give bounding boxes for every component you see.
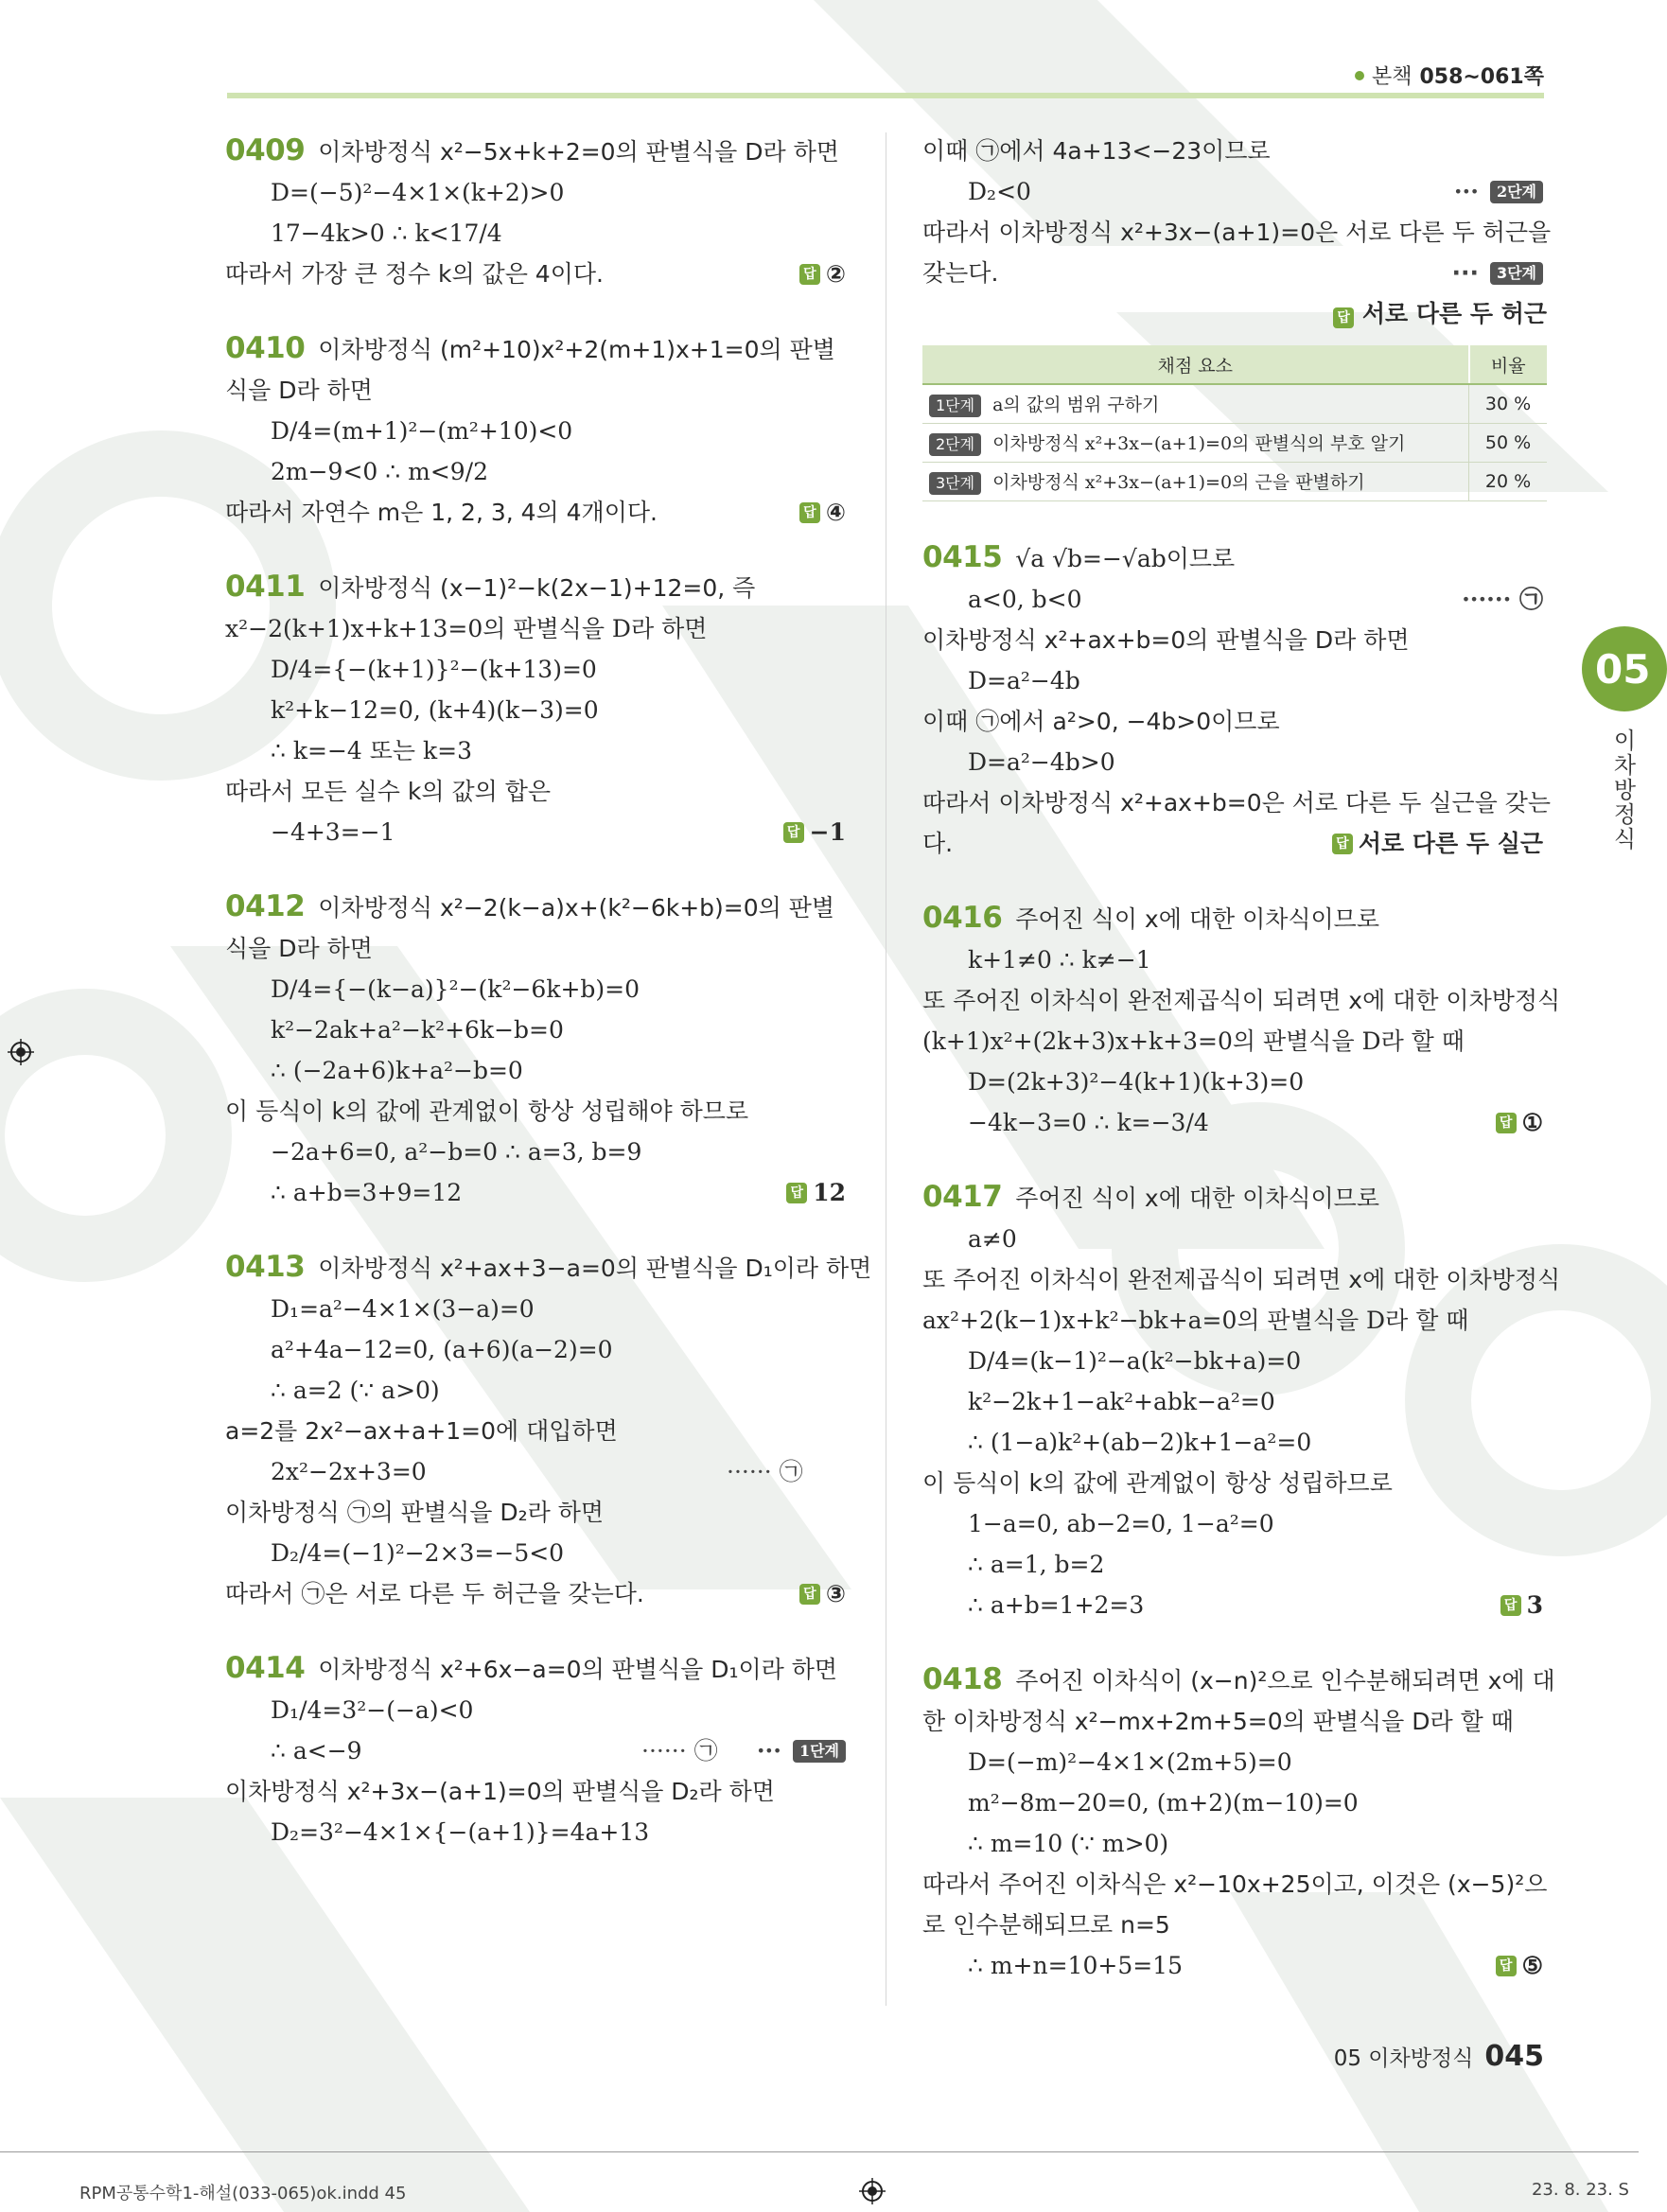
answer-mark-icon: 답 [1333,307,1354,328]
text-line: 식을 D라 하면 [225,377,373,404]
text-line: 갖는다. [922,259,999,287]
source-label: 본책 [1371,65,1413,89]
problem-0413 [225,1247,872,1614]
math-line: D₁/4=3²−(−a)<0 [271,1696,474,1724]
math-line: a²+4a−12=0, (a+6)(a−2)=0 [271,1336,613,1363]
answer-mark-icon: 답 [783,822,804,843]
text-line: 이차방정식 (x−1)²−k(2x−1)+12=0, 즉 [318,574,756,602]
trim-line [0,2151,1639,2152]
text-line: 이차방정식 x²+ax+b=0의 판별식을 D라 하면 [922,626,1410,654]
ratio-value: 20 % [1469,463,1548,501]
text-line: 주어진 식이 x에 대한 이차식이므로 [1015,905,1379,933]
ratio-value: 30 % [1469,384,1548,424]
math-line: 2m−9<0 ∴ m<9/2 [271,458,489,485]
scoring-table [922,345,1547,501]
problem-number: 0411 [225,570,306,604]
text-line: 이차방정식 x²+3x−(a+1)=0의 판별식을 D₂라 하면 [225,1778,775,1805]
text-line: (k+1)x²+(2k+3)x+k+3=0의 판별식을 D라 할 때 [922,1027,1465,1055]
problem-0411 [225,567,850,852]
math-line: ∴ m+n=10+5=15 [968,1952,1183,1979]
math-line: D=(−5)²−4×1×(k+2)>0 [271,179,565,206]
registration-mark-icon [8,1039,34,1065]
answer [1500,1585,1543,1625]
text-line: 따라서 ㉠은 서로 다른 두 허근을 갖는다. [225,1580,644,1607]
math-line: ∴ k=−4 또는 k=3 [271,737,472,764]
problem-0414 [225,1648,850,1852]
text-line: 이차방정식 x²+ax+3−a=0의 판별식을 D₁이라 하면 [318,1255,872,1282]
math-line: 2x²−2x+3=0 [271,1458,427,1485]
text-line: 한 이차방정식 x²−mx+2m+5=0의 판별식을 D라 할 때 [922,1708,1514,1735]
answer-value: ② [825,260,846,288]
page-number: 045 [1484,2040,1544,2073]
bullet-dot-icon [1355,71,1364,80]
text-line: 이차방정식 ㉠의 판별식을 D₂라 하면 [225,1499,605,1526]
print-file-info: RPM공통수학1-해설(033-065)ok.indd 45 [79,2184,407,2203]
chapter-tab-label: 이차방정식 [1609,729,1636,851]
math-line: D=a²−4b>0 [968,748,1115,776]
math-line: a≠0 [968,1225,1017,1253]
text-line: 다. [922,830,954,857]
answer-mark-icon: 답 [1496,1956,1517,1976]
text-line: 이차방정식 x²+6x−a=0의 판별식을 D₁이라 하면 [318,1656,838,1683]
problem-number: 0412 [225,889,306,923]
problem-0416 [922,898,1561,1143]
math-line: ∴ (1−a)k²+(ab−2)k+1−a²=0 [968,1429,1312,1456]
step-badge: 3단계 [929,472,981,495]
answer-value: 서로 다른 두 실근 [1358,830,1543,857]
problem-number: 0416 [922,901,1003,935]
math-line: D=(−m)²−4×1×(2m+5)=0 [968,1748,1292,1776]
problem-number: 0415 [922,540,1003,574]
problem-0414-continued [922,131,1552,334]
criteria-text: 이차방정식 x²+3x−(a+1)=0의 근을 판별하기 [992,472,1365,493]
text-line: 이차방정식 x²−2(k−a)x+(k²−6k+b)=0의 판별 [318,894,835,922]
answer-value: 12 [813,1179,846,1206]
problem-number: 0414 [225,1651,306,1685]
text-line: 로 인수분해되므로 n=5 [922,1911,1170,1939]
math-line: 17−4k>0 ∴ k<17/4 [271,219,502,247]
math-line: −2a+6=0, a²−b=0 ∴ a=3, b=9 [271,1138,642,1166]
problem-0409 [225,131,850,294]
math-line: √a √b=−√ab이므로 [1015,545,1236,572]
math-line: ∴ m=10 (∵ m>0) [968,1830,1169,1857]
text-line: 이 등식이 k의 값에 관계없이 항상 성립하므로 [922,1469,1393,1497]
answer-value: ④ [825,499,846,526]
text-line: 이때 ㉠에서 4a+13<−23이므로 [922,137,1271,165]
text-line: ax²+2(k−1)x+k²−bk+a=0의 판별식을 D라 할 때 [922,1307,1469,1334]
math-line: k+1≠0 ∴ k≠−1 [968,946,1151,974]
math-line: −4+3=−1 [271,818,395,846]
problem-0410 [225,328,850,533]
text-line: 따라서 이차방정식 x²+3x−(a+1)=0은 서로 다른 두 허근을 [922,219,1552,246]
text-line: 따라서 주어진 이차식은 x²−10x+25이고, 이것은 (x−5)²으 [922,1870,1548,1898]
answer [1332,823,1543,864]
text-line: 식을 D라 하면 [225,935,373,962]
reference-mark: ······ ㉠ [727,1458,803,1485]
problem-0418 [922,1659,1555,1986]
math-line: k²−2ak+a²−k²+6k−b=0 [271,1016,564,1044]
answer [799,1573,846,1614]
step-marker: ··· 2단계 [1454,171,1543,212]
text-line: 따라서 이차방정식 x²+ax+b=0은 서로 다른 두 실근을 갖는 [922,789,1552,816]
math-line: ∴ a+b=1+2=3 [968,1591,1145,1619]
problem-0412 [225,887,850,1213]
text-line: a=2를 2x²−ax+a+1=0에 대입하면 [225,1417,618,1445]
math-line: k²−2k+1−ak²+abk−a²=0 [968,1388,1275,1415]
text-line: 또 주어진 이차식이 완전제곱식이 되려면 x에 대한 이차방정식 [922,1266,1561,1293]
math-line: a<0, b<0 [968,586,1082,613]
table-header-ratio: 비율 [1469,345,1548,384]
math-line: D₂<0 [968,178,1031,205]
answer-mark-icon: 답 [799,1584,820,1605]
step-badge: 3단계 [1490,262,1543,285]
answer [799,254,846,294]
answer-mark-icon: 답 [786,1183,807,1203]
footer-chapter: 05 이차방정식 [1333,2046,1474,2071]
problem-number: 0417 [922,1180,1003,1214]
math-line: D/4={−(k−a)}²−(k²−6k+b)=0 [271,975,640,1003]
text-line: 이때 ㉠에서 a²>0, −4b>0이므로 [922,708,1280,735]
problem-0417 [922,1177,1561,1625]
problem-number: 0413 [225,1250,306,1284]
problem-number: 0418 [922,1662,1003,1696]
page-footer [1334,2040,1544,2073]
math-line: ∴ (−2a+6)k+a²−b=0 [271,1057,523,1084]
math-line: ∴ a=1, b=2 [968,1551,1105,1578]
step-badge: 2단계 [1490,181,1543,203]
answer-value: −1 [809,818,846,846]
math-line: k²+k−12=0, (k+4)(k−3)=0 [271,696,599,724]
step-badge: 1단계 [929,395,981,417]
answer-mark-icon: 답 [1332,834,1353,854]
left-column [225,131,872,1887]
math-line: D₁=a²−4×1×(3−a)=0 [271,1295,535,1323]
right-column [922,131,1561,2020]
answer-value: ⑤ [1521,1952,1543,1979]
text-line: 따라서 모든 실수 k의 값의 합은 [225,778,552,805]
final-answer [922,293,1547,334]
math-line: D=(2k+3)²−4(k+1)(k+3)=0 [968,1068,1305,1096]
answer-mark-icon: 답 [799,264,820,285]
math-line: ∴ a=2 (∵ a>0) [271,1377,440,1404]
source-reference [1355,61,1544,90]
answer [786,1172,846,1213]
math-line: ∴ a+b=3+9=12 [271,1179,463,1206]
text-line: 또 주어진 이차식이 완전제곱식이 되려면 x에 대한 이차방정식 [922,987,1561,1014]
math-line: 1−a=0, ab−2=0, 1−a²=0 [968,1510,1274,1537]
math-line: ∴ a<−9 [271,1737,362,1764]
math-line: D/4=(k−1)²−a(k²−bk+a)=0 [968,1347,1302,1375]
problem-number: 0409 [225,133,306,167]
header-rule [227,93,1544,98]
answer-value: ③ [825,1580,846,1607]
ratio-value: 50 % [1469,424,1548,463]
problem-number: 0410 [225,331,306,365]
answer [1496,1945,1543,1986]
step-badge: 1단계 [793,1740,846,1763]
answer-value: ① [1521,1109,1543,1136]
math-line: m²−8m−20=0, (m+2)(m−10)=0 [968,1789,1359,1817]
answer [783,812,846,852]
text-line: 이차방정식 (m²+10)x²+2(m+1)x+1=0의 판별 [318,336,835,363]
step-marker: ··· 1단계 [757,1730,846,1771]
table-header-criteria: 채점 요소 [922,345,1469,384]
answer [1496,1102,1543,1143]
registration-mark-icon [859,2178,886,2204]
answer [799,492,846,533]
criteria-text: a의 값의 범위 구하기 [992,395,1160,415]
table-row [922,463,1547,501]
text-line: x²−2(k+1)x+k+13=0의 판별식을 D라 하면 [225,615,708,642]
answer-value: 3 [1526,1591,1543,1619]
text-line: 이 등식이 k의 값에 관계없이 항상 성립해야 하므로 [225,1097,749,1125]
answer-mark-icon: 답 [1500,1595,1521,1616]
math-line: D=a²−4b [968,667,1080,694]
chapter-tab: 05 [1582,626,1667,711]
problem-0415 [922,537,1552,864]
step-badge: 2단계 [929,433,981,456]
answer-mark-icon: 답 [799,502,820,523]
math-line: D₂=3²−4×1×{−(a+1)}=4a+13 [271,1818,650,1846]
table-row [922,384,1547,424]
math-line: D₂/4=(−1)²−2×3=−5<0 [271,1539,565,1567]
source-pages: 058~061쪽 [1419,65,1544,89]
step-marker: ··· 3단계 [1451,253,1543,293]
print-date: 23. 8. 23. S [1531,2180,1629,2200]
math-line: D/4=(m+1)²−(m²+10)<0 [271,417,573,445]
table-row [922,424,1547,463]
reference-mark: ······ ㉠ [1462,586,1543,613]
text-line: 따라서 자연수 m은 1, 2, 3, 4의 4개이다. [225,499,658,526]
text-line: 이차방정식 x²−5x+k+2=0의 판별식을 D라 하면 [318,138,839,166]
answer-mark-icon: 답 [1496,1113,1517,1133]
text-line: 따라서 가장 큰 정수 k의 값은 4이다. [225,260,604,288]
math-line: −4k−3=0 ∴ k=−3/4 [968,1109,1209,1136]
criteria-text: 이차방정식 x²+3x−(a+1)=0의 판별식의 부호 알기 [992,433,1406,454]
math-line: D/4={−(k+1)}²−(k+13)=0 [271,656,597,683]
reference-mark: ······ ㉠ [641,1737,718,1764]
answer-value: 서로 다른 두 허근 [1361,300,1547,327]
text-line: 주어진 식이 x에 대한 이차식이므로 [1015,1185,1379,1212]
text-line: 주어진 이차식이 (x−n)²으로 인수분해되려면 x에 대 [1015,1667,1555,1694]
